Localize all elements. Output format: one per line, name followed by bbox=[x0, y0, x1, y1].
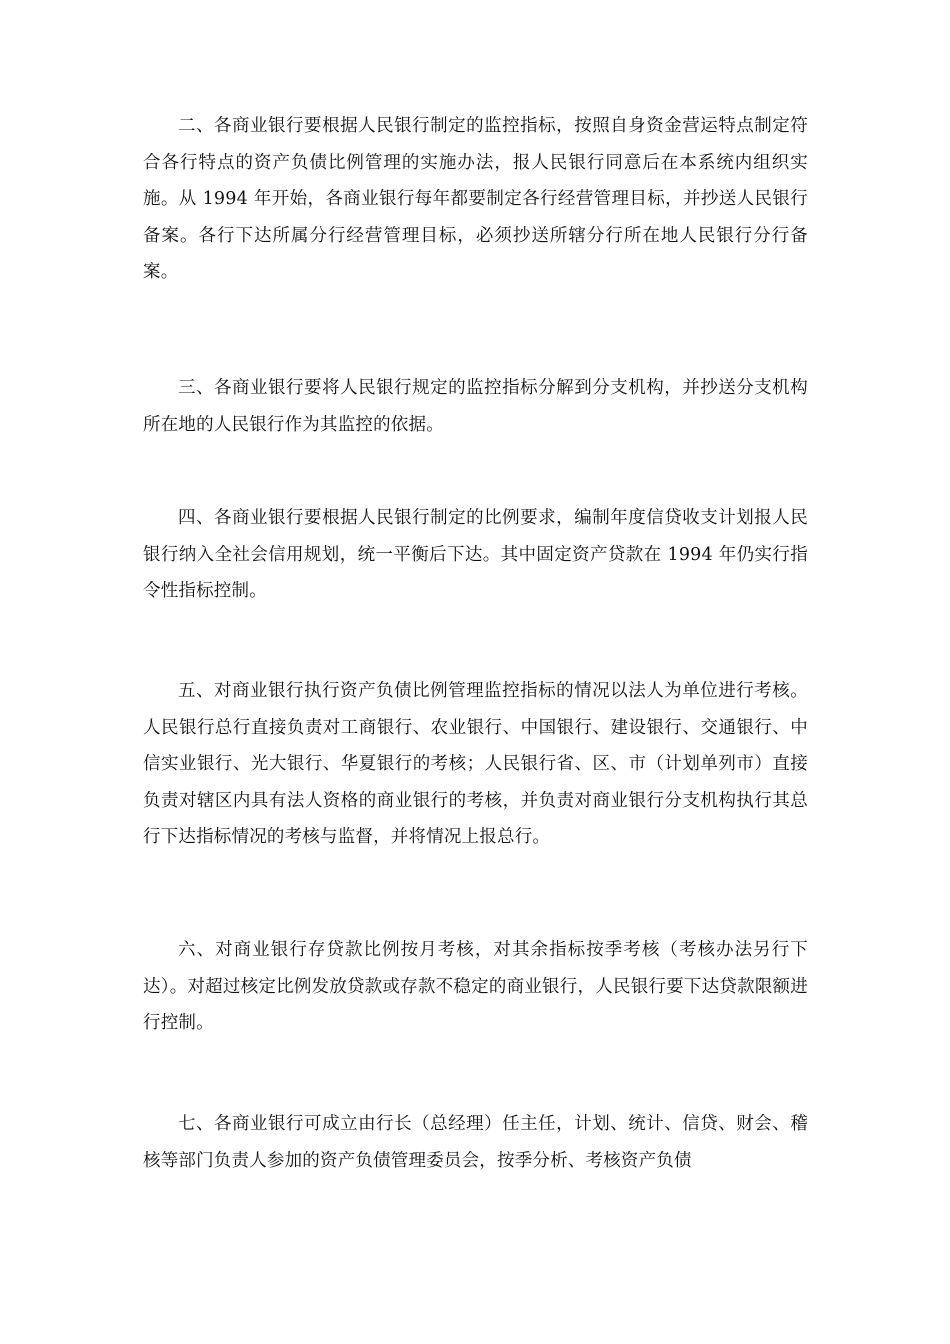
paragraph-7: 七、各商业银行可成立由行长（总经理）任主任，计划、统计、信贷、财会、稽核等部门负责人参加的资产负债管理委员会，按季分析、考核资产负债 bbox=[143, 1114, 808, 1171]
paragraph-3: 三、各商业银行要将人民银行规定的监控指标分解到分支机构，并抄送分支机构所在地的人民银行作为其监控的依据。 bbox=[143, 378, 808, 435]
paragraph-5: 五、对商业银行执行资产负债比例管理监控指标的情况以法人为单位进行考核。人民银行总行直接负责对工商银行、农业银行、中国银行、建设银行、交通银行、中信实业银行、光大银行、华夏银行的考核；人民银行省、区、市（计划单列市）直接负责对辖区内具有法人资格的商业银行的考核，并负责对商业银行分支机构执行其总行下达指标情况的考核与监督，并将情况上报总行。 bbox=[143, 681, 808, 847]
paragraph-2: 二、各商业银行要根据人民银行制定的监控指标，按照自身资金营运特点制定符合各行特点的资产负债比例管理的实施办法，报人民银行同意后在本系统内组织实施。从 1994 年开始，各商业银行每年都要制定各行经营管理目标，并抄送人民银行备案。各行下达所属分行经营管理目标，必须抄送所辖分行所在地人民银行分行备案。 bbox=[143, 116, 808, 282]
paragraph-6: 六、对商业银行存贷款比例按月考核，对其余指标按季考核（考核办法另行下达）。对超过核定比例发放贷款或存款不稳定的商业银行，人民银行要下达贷款限额进行控制。 bbox=[143, 940, 808, 1033]
paragraph-4: 四、各商业银行要根据人民银行制定的比例要求，编制年度信贷收支计划报人民银行纳入全社会信用规划，统一平衡后下达。其中固定资产贷款在 1994 年仍实行指令性指标控制。 bbox=[143, 508, 808, 601]
